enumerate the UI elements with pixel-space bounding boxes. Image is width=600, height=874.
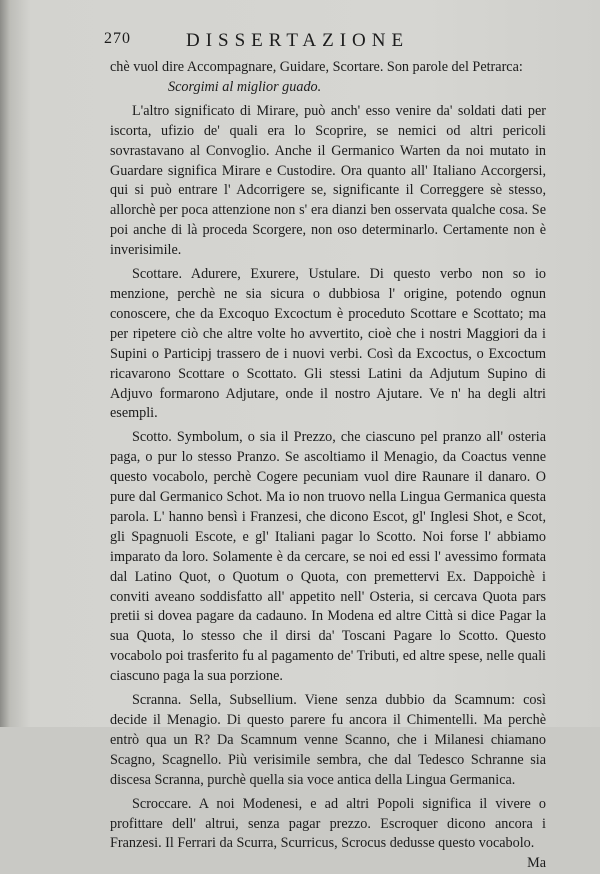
entry-scranna: Scranna. Sella, Subsellium. Viene senza dubbio da Scamnum: così decide il Menagio. Di questo parere fu ancora il Chimentelli. Ma perchè entrò qua un R? Da Scamnum venne Scanno, che i Milanesi chiamano Scagno, Scagnello. Più verisimile sembra, che dal Tedesco Schranne sia discesa Scranna, purchè quella sia voce antica della Lingua Germanica. [110,692,546,788]
running-title: DISSERTAZIONE [186,30,410,51]
page-header [104,30,544,54]
entry-scotto: Scotto. Symbolum, o sia il Prezzo, che ciascuno pel pranzo all' osteria paga, o pur lo stesso Pranzo. Se ascoltiamo il Menagio, da Coactus venne questo vocabolo, perchè Cogere pecuniam vuol dire Raunare il danaro. O pure dal Germanico Schot. Ma io non truovo nella Lingua Germanica questa parola. L' hanno bensì i Franzesi, che dicono Escot, gl' Inglesi Shot, e Scot, gli Spagnuoli Escote, e gl' Italiani pagar lo Scotto. Noi forse l' abbiamo imparato da loro. Solamente è da cercare, se noi ed essi l' avessimo formata dal Latino Quot, o Quotum o Quota, con premettervi Ex. Dappoichè i conviti aveano soddisfatto all' appetito nell' Osteria, si cercava Quota pars pretii si dovea pagare da cadauno. In Modena ed altre Città si dice Pagar la sua Quota, lo stesso che il dirsi da' Toscani Pagare lo Scotto. Questo vocabolo poi trasferito fu al pagamento de' Tributi, ed altre spese, nelle quali ciascuno paga la sua porzione. [110,429,546,685]
entry-scottare: Scottare. Adurere, Exurere, Ustulare. Di questo verbo non so io menzione, perchè ne sia sicura o dubbiosa l' origine, potendo ognun conoscere, che da Excoquo Excoctum è proceduto Scottare e Scottato; ma per ripetere ciò che altre volte ho avvertito, cioè che i nostri Maggiori da i Supini o Participj trassero de i nuovi verbi. Così da Excoctus, o Excoctum ricavarono Scottare o Scottato. Gli stessi Latini da Adjutum Supino di Adjuvo formarono Adjutare, onde il nostro Ajutare. Ve n' ha degli altri esempli. [110,266,546,422]
entry-scroccare: Scroccare. A noi Modenesi, e ad altri Popoli significa il vivere o profittare dell' altrui, senza pagar prezzo. Escroquer dicono ancora i Franzesi. Il Ferrari da Scurra, Scurricus, Scrocus dedusse questo vocabolo. [110,795,546,852]
paragraph-mirare: L'altro significato di Mirare, può anch' esso venire da' soldati dati per iscorta, ufizio de' quali era lo Scoprire, se nemici od altri pericoli sovrastavano al Convoglio. Anche il Germanico Warten da noi mutato in Guardare significa Mirare e Custodire. Ora quanto all' Italiano Accorgersi, qui si può entrare l' Adcorrigere se, significante il Correggere sè stesso, allorchè per poca attenzione non s' era dianzi ben osservata qualche cosa. Se poi anche di là proceda Scorgere, non oso determinarlo. Certamente non è inverisimile. [110,102,546,259]
page-number: 270 [104,30,131,47]
paragraph-continuation: chè vuol dire Accompagnare, Guidare, Scortare. Son parole del Petrarca: [110,59,523,75]
catchword: Ma [527,855,546,872]
petrarca-quote: Scorgimi al miglior guado. [168,78,322,95]
body-text [110,58,546,874]
